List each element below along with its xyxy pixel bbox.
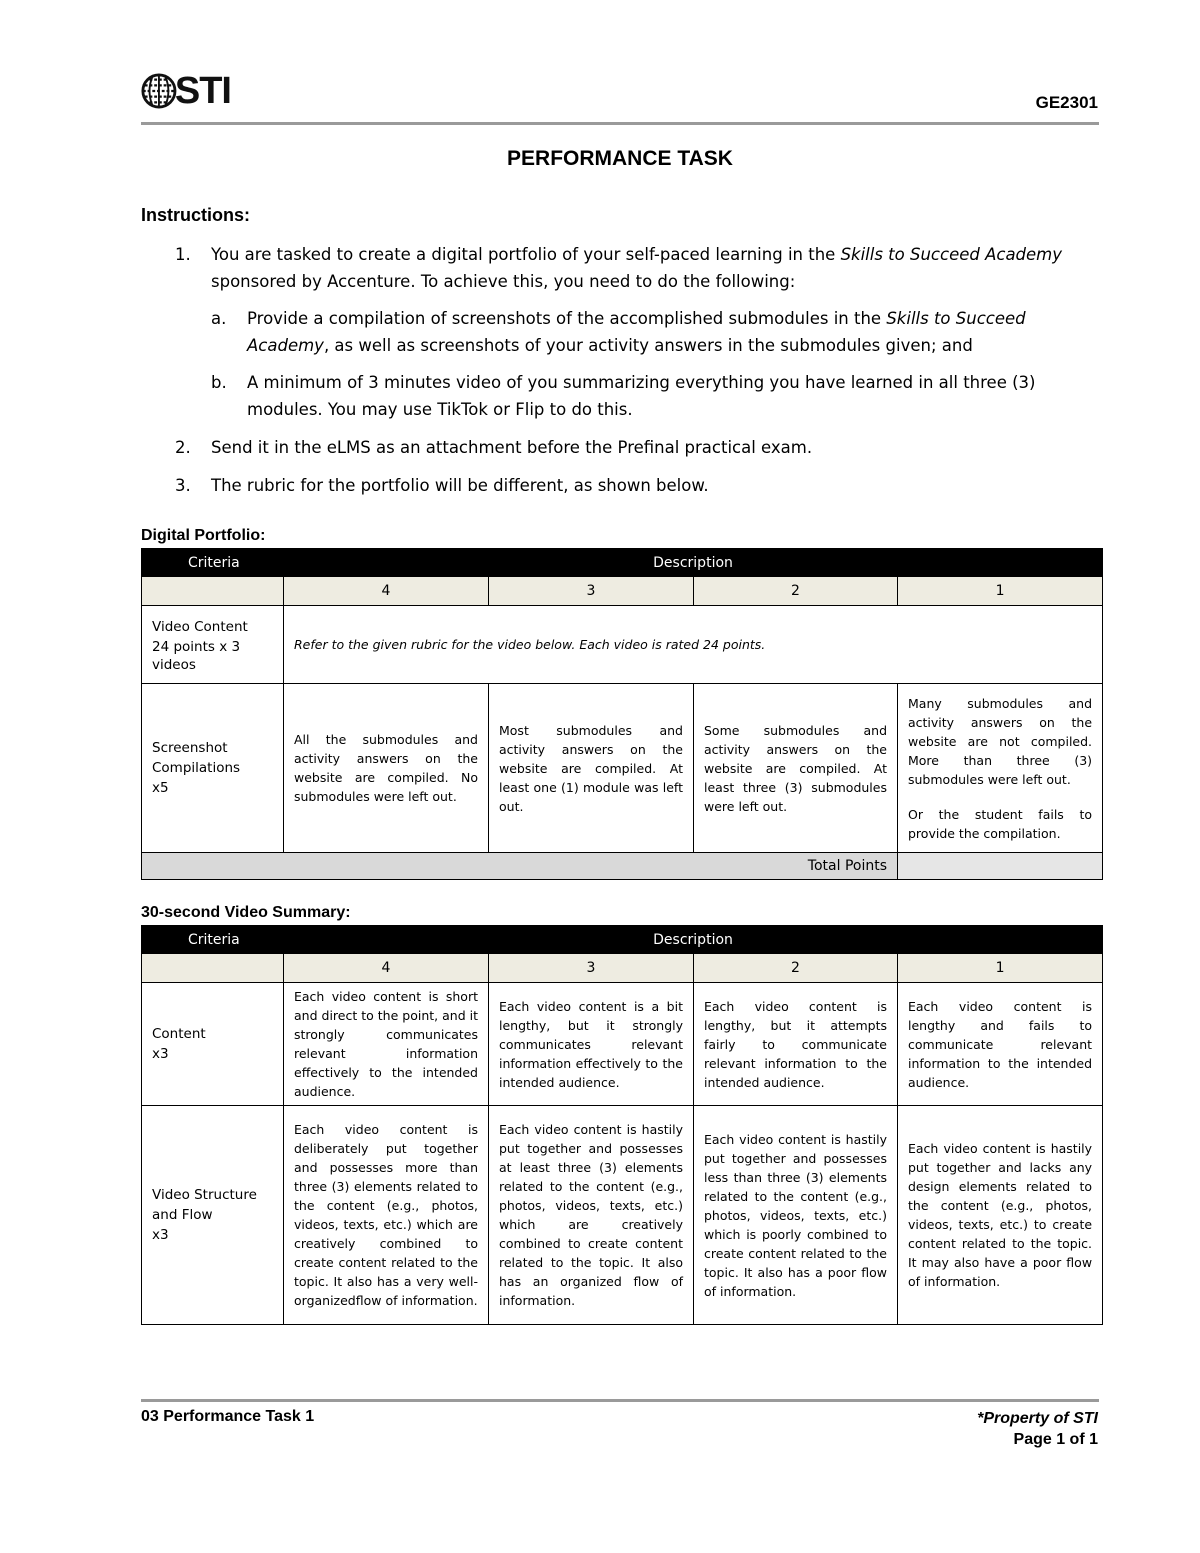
instruction-item-2 [141,434,1111,464]
level-row [142,954,1103,983]
video-rubric-table [141,925,1103,1325]
instruction-text: The rubric for the portfolio will be different, as shown below. [211,476,709,495]
instruction-number: 2. [175,438,191,457]
footer-property: *Property of STI [977,1410,1098,1427]
level-row [142,577,1103,606]
description-cell: Most submodules and activity answers on the website are compiled. At least one (1) module was left out. [489,684,694,853]
subitem-text: Provide a compilation of screenshots of the accomplished submodules in the Skills to Succeed Academy, as well as screenshots of your activity answers in the submodules given; and [247,309,1026,355]
description-cell: Each video content is deliberately put together and possesses more than three (3) elements related to the content (e.g., photos, videos, texts, etc.) which are creatively combined to create content related to the topic. It also has a very well- organizedflow of information. [284,1106,489,1325]
description-cell: Each video content is short and direct to the point, and it strongly communicates relevant information effectively to the intended audience. [284,983,489,1106]
criteria-header: Criteria [142,926,284,954]
criteria-cell: Video Content 24 points x 3 videos [142,606,284,684]
footer-right [977,1408,1098,1450]
document-code: GE2301 [1035,93,1098,112]
level-cell: 4 [284,954,489,983]
footer-page-number: Page 1 of 1 [1013,1431,1098,1448]
total-row [142,853,1103,880]
level-cell: 3 [489,577,694,606]
total-points-value [898,853,1103,880]
description-cell: Each video content is hastily put together and possesses at least three (3) elements related to the content (e.g., photos, videos, texts, etc.) which are creatively combined to create content related to the topic. It also has an organized flow of information. [489,1106,694,1325]
merged-description-cell: Refer to the given rubric for the video below. Each video is rated 24 points. [284,606,1103,684]
table-row [142,1106,1103,1325]
instruction-number: 3. [175,476,191,495]
level-blank-cell [142,577,284,606]
description-cell: Each video content is hastily put together and lacks any design elements related to the content (e.g., photos, videos, texts, etc.) to create content related to the topic. It may also have a poor flow of information. [898,1106,1103,1325]
sti-logo [141,70,231,112]
criteria-cell: Screenshot Compilations x5 [142,684,284,853]
table-row [142,983,1103,1106]
table-row [142,684,1103,853]
footer-divider [141,1399,1099,1402]
description-cell: Each video content is a bit lengthy, but it strongly communicates relevant information effectively to the intended audience. [489,983,694,1106]
table-header-row [142,549,1103,577]
criteria-header: Criteria [142,549,284,577]
header-divider [141,122,1099,125]
table-header-row [142,926,1103,954]
instructions-heading: Instructions: [141,205,251,225]
instruction-text: Send it in the eLMS as an attachment before the Prefinal practical exam. [211,438,813,457]
subitem-letter: b. [211,373,227,392]
level-cell: 4 [284,577,489,606]
description-cell: All the submodules and activity answers on the website are compiled. No submodules were left out. [284,684,489,853]
instruction-subitem-a [141,305,1111,365]
footer-document-name: 03 Performance Task 1 [141,1408,315,1425]
description-cell: Each video content is hastily put together and possesses less than three (3) elements related to the content (e.g., photos, videos, texts, etc.) which is poorly combined to create content related to the topic. It also has a poor flow of information. [694,1106,898,1325]
criteria-cell: Content x3 [142,983,284,1106]
level-cell: 2 [694,577,898,606]
total-points-label: Total Points [142,853,898,880]
table-row [142,606,1103,684]
logo-text: STI [174,70,231,112]
subitem-letter: a. [211,309,227,328]
criteria-cell: Video Structure and Flow x3 [142,1106,284,1325]
description-cell: Many submodules and activity answers on the website are not compiled. More than three (3) submodules were left out. Or the student fails to provide the compilation. [898,684,1103,853]
globe-icon [141,71,177,111]
level-cell: 1 [898,577,1103,606]
level-cell: 2 [694,954,898,983]
description-header: Description [284,926,1103,954]
portfolio-table-label: Digital Portfolio: [141,527,266,544]
portfolio-rubric-table [141,548,1103,880]
video-table-label: 30-second Video Summary: [141,904,351,921]
subitem-text: A minimum of 3 minutes video of you summarizing everything you have learned in all three (3) modules. You may use TikTok or Flip to do this. [247,373,1036,419]
description-header: Description [284,549,1103,577]
instruction-number: 1. [175,245,191,264]
description-cell: Some submodules and activity answers on the website are compiled. At least three (3) submodules were left out. [694,684,898,853]
level-cell: 3 [489,954,694,983]
page-title: PERFORMANCE TASK [507,147,733,170]
level-blank-cell [142,954,284,983]
instruction-subitem-b [141,369,1111,429]
instruction-text: You are tasked to create a digital portfolio of your self-paced learning in the Skills to Succeed Academy sponsored by Accenture. To achieve this, you need to do the following: [211,245,1063,291]
description-cell: Each video content is lengthy and fails to communicate relevant information to the intended audience. [898,983,1103,1106]
instruction-item-1 [141,241,1111,301]
description-cell: Each video content is lengthy, but it attempts fairly to communicate relevant information to the intended audience. [694,983,898,1106]
instruction-item-3 [141,472,1111,502]
level-cell: 1 [898,954,1103,983]
